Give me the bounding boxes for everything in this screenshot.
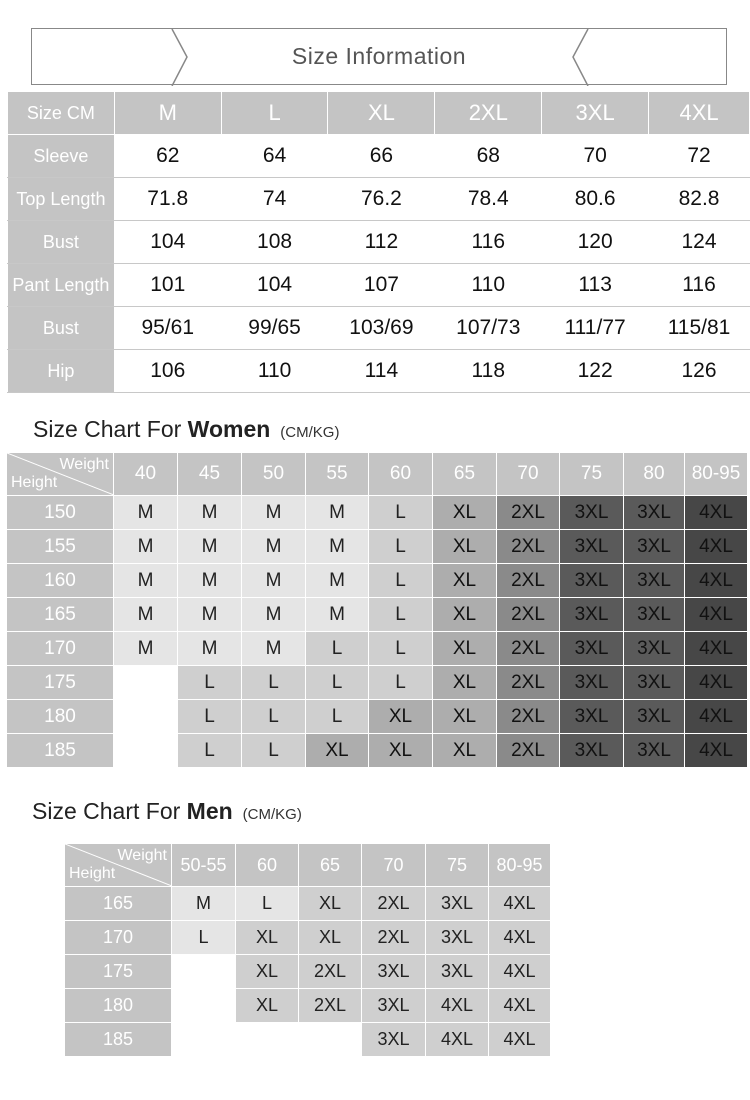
size-cell: L <box>306 632 369 666</box>
size-cell: 3XL <box>426 887 489 921</box>
men-title-unit: (CM/KG) <box>242 806 302 823</box>
size-cell: L <box>369 564 433 598</box>
size-cell: 2XL <box>497 496 560 530</box>
size-cell: 3XL <box>560 734 624 768</box>
women_chart-row <box>7 632 748 666</box>
size-cell: XL <box>433 496 497 530</box>
size-cell: 4XL <box>685 496 748 530</box>
measurement-label: Hip <box>8 350 115 393</box>
weight-header-cell: 60 <box>369 453 433 496</box>
height-cell: 165 <box>7 598 114 632</box>
size-cell: XL <box>433 632 497 666</box>
size-header-cell: 3XL <box>542 92 649 135</box>
size-cell: XL <box>433 734 497 768</box>
size-cell: L <box>178 700 242 734</box>
size-cell: M <box>114 632 178 666</box>
size-cell: XL <box>433 530 497 564</box>
measurement-value: 70 <box>542 135 649 178</box>
measurement-value: 106 <box>114 350 221 393</box>
measurement-value: 113 <box>542 264 649 307</box>
size-cell: 2XL <box>497 734 560 768</box>
measurement-value: 80.6 <box>542 178 649 221</box>
height-cell: 180 <box>65 989 172 1023</box>
measurement-value: 122 <box>542 350 649 393</box>
size-cell: 4XL <box>489 989 551 1023</box>
women-title-bold: Women <box>187 416 271 442</box>
size-header-cell: L <box>221 92 328 135</box>
size-cell: 4XL <box>489 955 551 989</box>
size-cell: M <box>242 632 306 666</box>
height-cell: 185 <box>7 734 114 768</box>
size-cell: XL <box>433 666 497 700</box>
measurement-value: 76.2 <box>328 178 435 221</box>
men_chart-row <box>65 989 551 1023</box>
size-cell: L <box>242 666 306 700</box>
size-cell: 4XL <box>685 598 748 632</box>
size-info-row <box>8 135 750 178</box>
women_chart-row <box>7 530 748 564</box>
weight-header-cell: 80-95 <box>685 453 748 496</box>
men_chart-row <box>65 955 551 989</box>
size-cell: M <box>306 564 369 598</box>
size-cell: 3XL <box>362 1023 426 1057</box>
size-cell: XL <box>433 598 497 632</box>
size-header-cell: 4XL <box>649 92 750 135</box>
height-cell: 185 <box>65 1023 172 1057</box>
size-cell: 3XL <box>560 598 624 632</box>
measurement-value: 66 <box>328 135 435 178</box>
measurement-value: 115/81 <box>649 307 750 350</box>
weight-header-cell: 75 <box>426 844 489 887</box>
measurement-value: 126 <box>649 350 750 393</box>
size-cell: 2XL <box>497 700 560 734</box>
size-cell: 4XL <box>685 632 748 666</box>
measurement-value: 95/61 <box>114 307 221 350</box>
size-cell: 2XL <box>497 598 560 632</box>
size-cell: 3XL <box>624 632 685 666</box>
size-cell: XL <box>299 921 362 955</box>
size-cell: 2XL <box>497 564 560 598</box>
women_chart-corner-header <box>7 453 114 496</box>
size-cell: M <box>242 496 306 530</box>
size-cell: L <box>242 700 306 734</box>
men_chart-corner-height: Height <box>69 865 116 882</box>
size-cell: 2XL <box>497 530 560 564</box>
size-information-table <box>7 91 750 393</box>
height-cell: 175 <box>7 666 114 700</box>
size-cell <box>172 955 236 989</box>
size-cell: 4XL <box>685 700 748 734</box>
size-header-cell: 2XL <box>435 92 542 135</box>
size-info-row <box>8 264 750 307</box>
men-title-bold: Men <box>186 798 233 824</box>
size-cell: XL <box>369 734 433 768</box>
measurement-value: 114 <box>328 350 435 393</box>
height-cell: 165 <box>65 887 172 921</box>
size-cell <box>114 666 178 700</box>
size-cell: 3XL <box>560 632 624 666</box>
measurement-value: 108 <box>221 221 328 264</box>
size-cell: M <box>114 530 178 564</box>
size-cell: 4XL <box>426 989 489 1023</box>
size-cell <box>299 1023 362 1057</box>
measurement-value: 72 <box>649 135 750 178</box>
measurement-value: 103/69 <box>328 307 435 350</box>
size-cell: L <box>178 734 242 768</box>
measurement-value: 78.4 <box>435 178 542 221</box>
size-cell: M <box>178 496 242 530</box>
women_chart-row <box>7 496 748 530</box>
size-cell: 2XL <box>299 955 362 989</box>
weight-header-cell: 70 <box>362 844 426 887</box>
size-cell: XL <box>306 734 369 768</box>
weight-header-cell: 75 <box>560 453 624 496</box>
height-cell: 170 <box>65 921 172 955</box>
measurement-label: Top Length <box>8 178 115 221</box>
size-cell: 2XL <box>299 989 362 1023</box>
men_chart-corner-header <box>65 844 172 887</box>
women_chart-row <box>7 700 748 734</box>
women_chart-header-row <box>7 453 748 496</box>
measurement-value: 64 <box>221 135 328 178</box>
size-cell: 3XL <box>624 530 685 564</box>
size-cell: 3XL <box>624 666 685 700</box>
size-cell <box>172 989 236 1023</box>
size-cell: M <box>306 496 369 530</box>
size-cell: 3XL <box>426 921 489 955</box>
size-info-header-label: Size CM <box>8 92 115 135</box>
weight-header-cell: 65 <box>299 844 362 887</box>
men_chart-row <box>65 887 551 921</box>
size-cell: M <box>306 530 369 564</box>
measurement-value: 112 <box>328 221 435 264</box>
size-cell: 4XL <box>685 564 748 598</box>
size-cell: XL <box>433 564 497 598</box>
weight-header-cell: 45 <box>178 453 242 496</box>
size-cell: L <box>306 700 369 734</box>
height-cell: 160 <box>7 564 114 598</box>
size-cell: 3XL <box>624 564 685 598</box>
size-cell <box>236 1023 299 1057</box>
size-cell: 3XL <box>624 496 685 530</box>
measurement-value: 62 <box>114 135 221 178</box>
size-cell: M <box>172 887 236 921</box>
size-cell: 3XL <box>560 496 624 530</box>
size-cell: 3XL <box>560 700 624 734</box>
measurement-label: Bust <box>8 307 115 350</box>
women-title-prefix: Size Chart For <box>33 416 188 442</box>
size-cell: XL <box>236 955 299 989</box>
size-cell: M <box>242 564 306 598</box>
measurement-label: Sleeve <box>8 135 115 178</box>
height-cell: 175 <box>65 955 172 989</box>
measurement-value: 104 <box>221 264 328 307</box>
size-cell: L <box>369 666 433 700</box>
size-cell: M <box>178 564 242 598</box>
size-info-row <box>8 178 750 221</box>
size-cell: 4XL <box>685 666 748 700</box>
measurement-value: 116 <box>649 264 750 307</box>
size-cell: M <box>178 598 242 632</box>
weight-header-cell: 55 <box>306 453 369 496</box>
size-cell: XL <box>433 700 497 734</box>
measurement-value: 107/73 <box>435 307 542 350</box>
size-cell: 4XL <box>685 734 748 768</box>
measurement-value: 74 <box>221 178 328 221</box>
size-cell: 4XL <box>489 921 551 955</box>
measurement-label: Pant Length <box>8 264 115 307</box>
size-cell: 4XL <box>426 1023 489 1057</box>
women_chart-corner-height: Height <box>11 474 58 491</box>
banner-title: Size Information <box>291 43 467 69</box>
size-cell <box>172 1023 236 1057</box>
size-cell: 3XL <box>560 666 624 700</box>
size-info-row <box>8 307 750 350</box>
size-cell: 3XL <box>624 700 685 734</box>
size-header-cell: M <box>114 92 221 135</box>
size-cell: M <box>306 598 369 632</box>
weight-header-cell: 65 <box>433 453 497 496</box>
size-cell: M <box>178 632 242 666</box>
measurement-value: 71.8 <box>114 178 221 221</box>
size-cell: M <box>242 598 306 632</box>
measurement-value: 104 <box>114 221 221 264</box>
men_chart-row <box>65 921 551 955</box>
men_chart-header-row <box>65 844 551 887</box>
men_chart-corner-weight: Weight <box>117 847 167 864</box>
measurement-value: 118 <box>435 350 542 393</box>
size-cell: 3XL <box>560 564 624 598</box>
size-cell: 2XL <box>362 887 426 921</box>
women_chart-row <box>7 564 748 598</box>
measurement-value: 111/77 <box>542 307 649 350</box>
size-cell <box>114 700 178 734</box>
size-cell: M <box>114 598 178 632</box>
size-cell: L <box>178 666 242 700</box>
measurement-value: 107 <box>328 264 435 307</box>
size-cell: 2XL <box>497 632 560 666</box>
size-cell: L <box>369 496 433 530</box>
size-cell: 3XL <box>426 955 489 989</box>
size-cell: L <box>369 632 433 666</box>
size-cell: M <box>242 530 306 564</box>
size-cell: L <box>242 734 306 768</box>
measurement-value: 124 <box>649 221 750 264</box>
size-info-row <box>8 221 750 264</box>
measurement-value: 101 <box>114 264 221 307</box>
women-size-chart <box>6 452 748 768</box>
measurement-value: 116 <box>435 221 542 264</box>
women_chart-corner-weight: Weight <box>59 456 109 473</box>
size-header-cell: XL <box>328 92 435 135</box>
women_chart-row <box>7 666 748 700</box>
measurement-value: 68 <box>435 135 542 178</box>
weight-header-cell: 60 <box>236 844 299 887</box>
size-cell: 2XL <box>362 921 426 955</box>
size-cell: 3XL <box>624 734 685 768</box>
measurement-value: 120 <box>542 221 649 264</box>
size-cell: L <box>236 887 299 921</box>
weight-header-cell: 70 <box>497 453 560 496</box>
weight-header-cell: 40 <box>114 453 178 496</box>
measurement-value: 110 <box>435 264 542 307</box>
size-cell: 4XL <box>489 887 551 921</box>
men-size-chart <box>64 843 551 1057</box>
height-cell: 150 <box>7 496 114 530</box>
women_chart-row <box>7 734 748 768</box>
women-title-unit: (CM/KG) <box>280 424 340 441</box>
size-cell: L <box>369 598 433 632</box>
size-cell <box>114 734 178 768</box>
women_chart-row <box>7 598 748 632</box>
height-cell: 180 <box>7 700 114 734</box>
size-cell: 3XL <box>624 598 685 632</box>
height-cell: 170 <box>7 632 114 666</box>
men-title-prefix: Size Chart For <box>32 798 187 824</box>
size-cell: 3XL <box>362 989 426 1023</box>
size-info-row <box>8 350 750 393</box>
size-cell: 4XL <box>685 530 748 564</box>
size-cell: M <box>114 496 178 530</box>
weight-header-cell: 80 <box>624 453 685 496</box>
size-cell: L <box>172 921 236 955</box>
size-cell: XL <box>236 921 299 955</box>
size-cell: 3XL <box>560 530 624 564</box>
size-cell: XL <box>236 989 299 1023</box>
men_chart-row <box>65 1023 551 1057</box>
size-cell: 4XL <box>489 1023 551 1057</box>
measurement-value: 99/65 <box>221 307 328 350</box>
women-chart-title <box>33 416 339 443</box>
size-cell: M <box>178 530 242 564</box>
size-information-banner <box>31 28 727 85</box>
size-cell: XL <box>369 700 433 734</box>
size-cell: M <box>114 564 178 598</box>
height-cell: 155 <box>7 530 114 564</box>
size-cell: XL <box>299 887 362 921</box>
size-info-header-row <box>8 92 750 135</box>
weight-header-cell: 50-55 <box>172 844 236 887</box>
men-chart-title <box>32 798 302 825</box>
measurement-value: 82.8 <box>649 178 750 221</box>
size-cell: L <box>306 666 369 700</box>
weight-header-cell: 50 <box>242 453 306 496</box>
measurement-label: Bust <box>8 221 115 264</box>
size-cell: 3XL <box>362 955 426 989</box>
measurement-value: 110 <box>221 350 328 393</box>
size-cell: 2XL <box>497 666 560 700</box>
size-cell: L <box>369 530 433 564</box>
weight-header-cell: 80-95 <box>489 844 551 887</box>
